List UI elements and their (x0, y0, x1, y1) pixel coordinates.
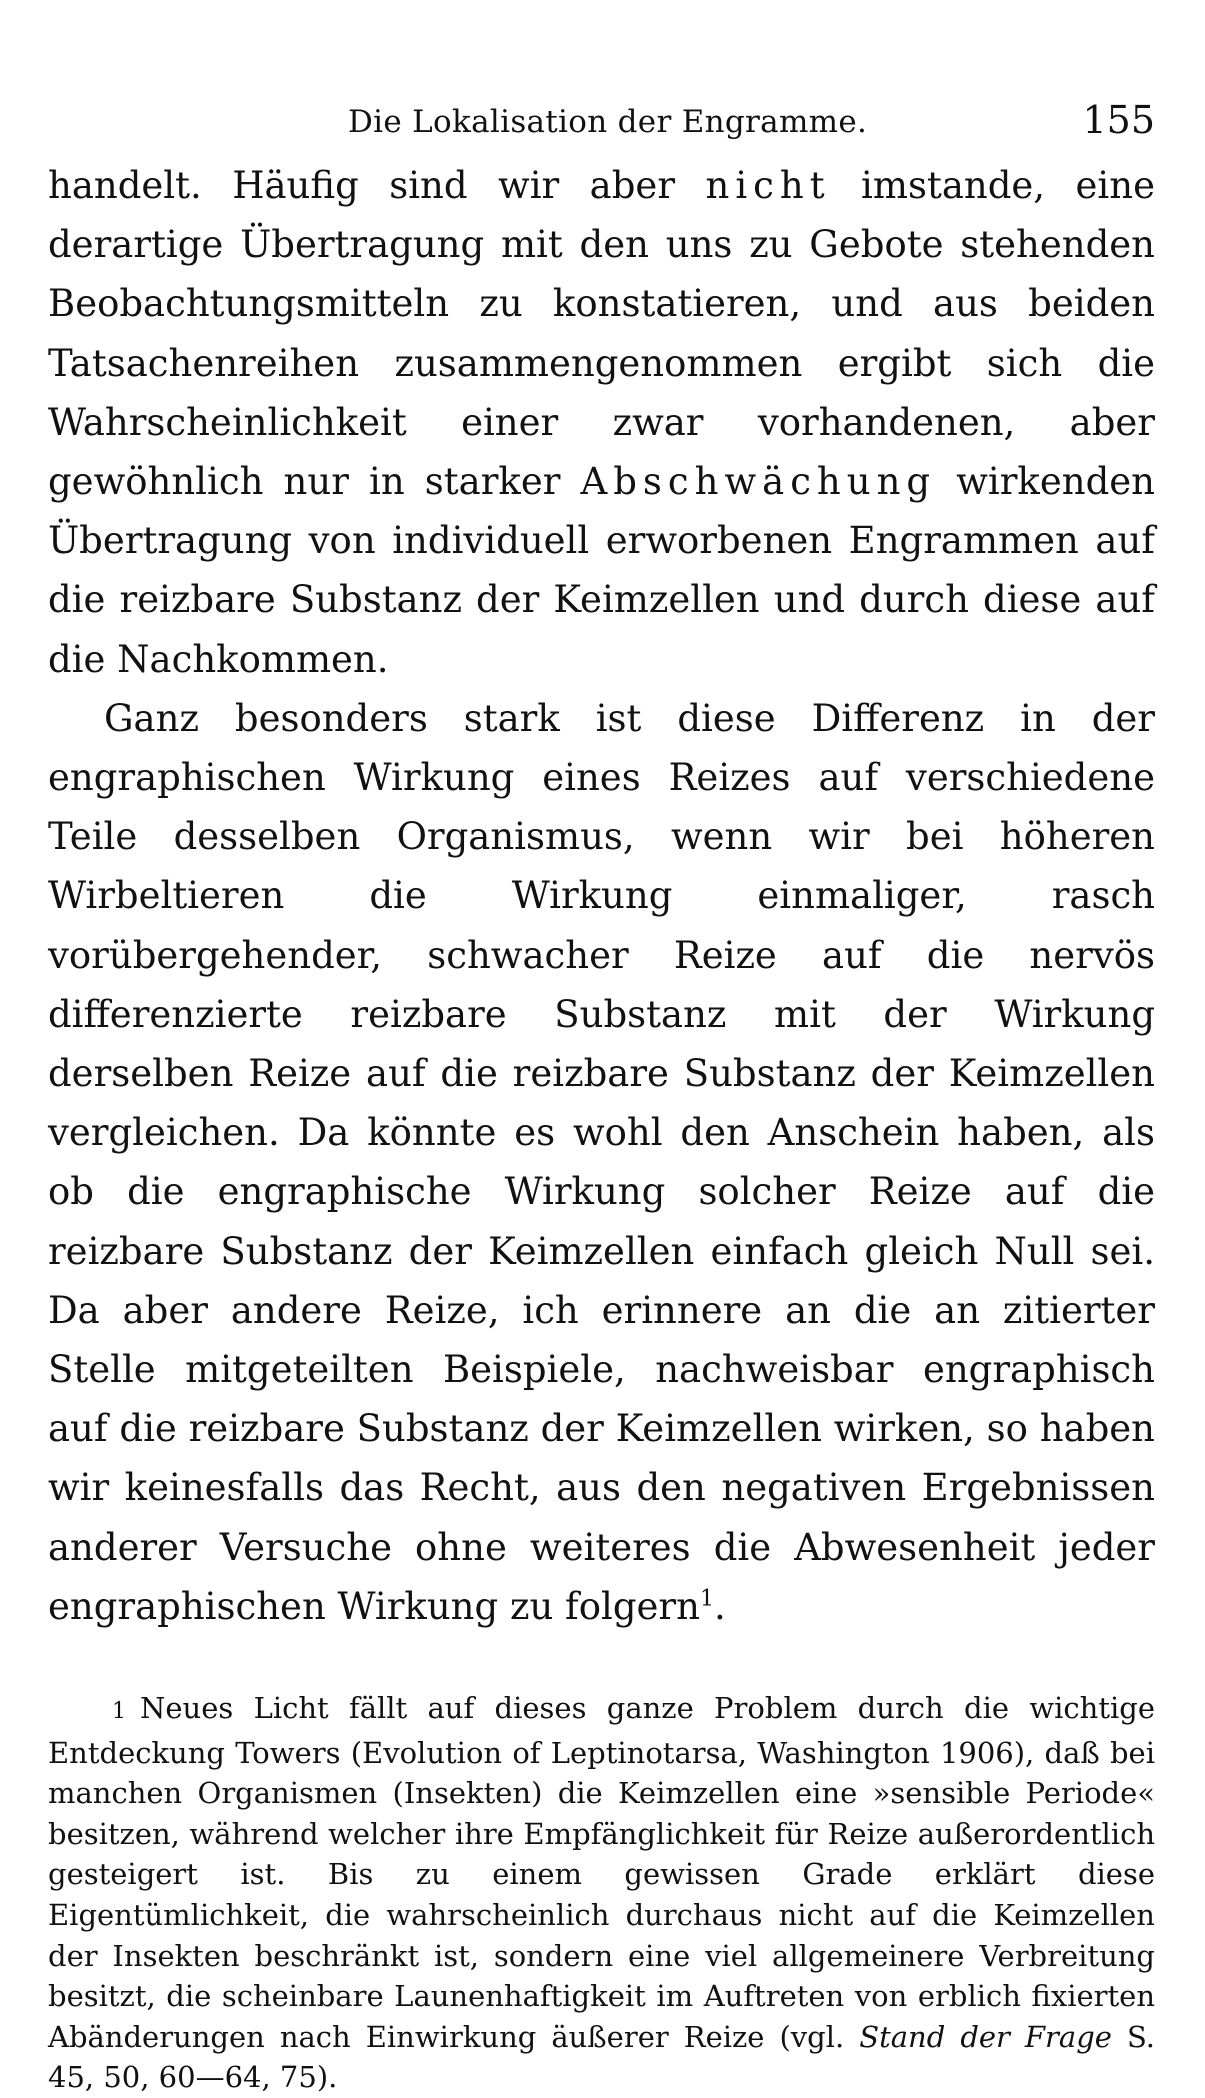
book-page (48, 98, 1155, 2098)
running-header (48, 98, 1155, 156)
running-title: Die Lokalisation der Engramme. (348, 104, 868, 140)
footnote-reference: 1 (699, 1586, 714, 1612)
paragraph-2-end: . (713, 1584, 726, 1628)
paragraph-1-part-3: wirkenden Übertragung von individuell erworbenen Engrammen auf die reizbare Substanz der Keimzellen und durch diese auf die Nachkommen. (48, 460, 1155, 681)
paragraph-1-part-1: handelt. Häufig sind wir aber (48, 164, 706, 207)
body-text (48, 156, 1155, 1636)
page-number: 155 (1082, 98, 1155, 142)
paragraph-2-text: Ganz besonders stark ist diese Differenz in der engraphischen Wirkung eines Reizes auf verschiedene Teile desselben Organismus, wenn wir bei höheren Wirbeltieren die Wirkung einmaliger, rasch vorübergehender, schwacher Reize auf die nervös differenzierte reizbare Substanz mit der Wirkung derselben Reize auf die reizbare Substanz der Keimzellen vergleichen. Da könnte es wohl den Anschein haben, als ob die engraphische Wirkung solcher Reize auf die reizbare Substanz der Keimzellen einfach gleich Null sei. Da aber andere Reize, ich erinnere an die an zitierter Stelle mitgeteilten Beispiele, nachweisbar engraphisch auf die reizbare Substanz der Keimzellen wirken, so haben wir keinesfalls das Recht, aus den negativen Ergebnissen anderer Versuche ohne weiteres die Abwesenheit jeder engraphischen Wirkung zu folgern (48, 696, 1155, 1628)
emphasis-nicht: nicht (705, 164, 831, 207)
paragraph-1-part-2: imstande, eine derartige Übertragung mit den uns zu Gebote stehenden Beobachtungsmitteln zu konstatieren, und aus beiden Tatsachenreihen zusammengenommen ergibt sich die Wahrscheinlichkeit einer zwar vorhandenen, aber gewöhnlich nur in starker (48, 164, 1155, 504)
footnote-pages: S. 45, 50, 60—64, 75). (48, 2019, 1156, 2095)
paragraph-2 (48, 689, 1155, 1636)
footnote-text: Neues Licht fällt auf dieses ganze Problem durch die wichtige Entdeckung Towers (Evolution of Leptinotarsa, Washington 1906), daß bei manchen Organismen (Insekten) die Keimzellen eine »sensible Periode« besitzen, während welcher ihre Empfänglichkeit für Reize außerordentlich gesteigert ist. Bis zu einem gewissen Grade erklärt diese Eigentümlichkeit, die wahrscheinlich durchaus nicht auf die Keimzellen der Insekten beschränkt ist, sondern eine viel allgemeinere Verbreitung besitzt, die scheinbare Launenhaftigkeit im Auftreten von erblich fixierten Abänderungen nach Einwirkung äußerer Reize (vgl. (48, 1691, 1155, 2054)
footnote (48, 1688, 1155, 2098)
footnote-italic-reference: Stand der Frage (859, 2019, 1112, 2054)
footnote-marker: 1 (112, 1699, 126, 1725)
paragraph-1 (48, 156, 1155, 689)
emphasis-abschwaechung: Abschwächung (580, 460, 937, 504)
